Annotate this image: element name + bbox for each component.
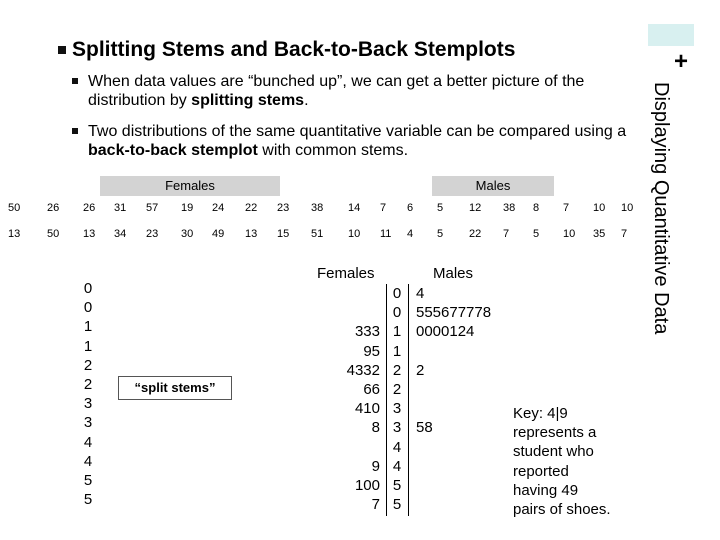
table-cell: 15 <box>277 228 290 240</box>
table-cell: 11 <box>380 228 392 240</box>
male-leaf: 555677778 <box>416 304 492 322</box>
right-divider <box>408 284 409 516</box>
stem: 0 <box>392 285 402 302</box>
split-stems-label: “split stems” <box>118 376 232 400</box>
split-stem: 4 <box>83 433 93 451</box>
table-cell: 50 <box>8 202 21 214</box>
bullet-2 <box>88 122 628 160</box>
table-cell: 23 <box>277 202 290 214</box>
table-cell: 31 <box>114 202 127 214</box>
males-label: Males <box>432 176 554 196</box>
table-cell: 30 <box>181 228 194 240</box>
table-cell: 35 <box>593 228 606 240</box>
data-row-2 <box>0 220 640 250</box>
table-cell: 23 <box>146 228 159 240</box>
table-cell: 12 <box>469 202 482 214</box>
bullet-square-icon <box>72 128 78 134</box>
table-cell: 13 <box>8 228 21 240</box>
female-leaf: 8 <box>371 419 380 437</box>
split-stem: 1 <box>83 318 93 336</box>
male-leaf: 0000124 <box>416 323 475 341</box>
table-cell: 8 <box>533 202 540 214</box>
table-cell: 4 <box>407 228 414 240</box>
bullet-1-text: When data values are “bunched up”, we can get a better picture of the distribution by <box>88 73 585 109</box>
female-leaf <box>320 303 380 322</box>
female-leaf: 9 <box>371 457 380 475</box>
stem: 1 <box>392 342 402 360</box>
stem: 3 <box>392 400 402 418</box>
male-leaf <box>416 380 536 399</box>
left-divider <box>386 284 387 516</box>
female-leaf: 410 <box>354 400 380 418</box>
split-stem: 2 <box>83 375 93 393</box>
table-cell: 7 <box>563 202 570 214</box>
female-leaf: 7 <box>371 496 380 514</box>
table-cell: 5 <box>437 228 444 240</box>
female-leaf <box>320 284 380 303</box>
stem: 4 <box>392 438 402 456</box>
table-cell: 14 <box>348 202 361 214</box>
table-cell: 7 <box>380 202 387 214</box>
table-cell: 38 <box>311 202 324 214</box>
table-cell: 13 <box>83 228 96 240</box>
stem: 2 <box>392 361 402 379</box>
key-line: Key: 4|9 <box>513 405 568 422</box>
stemplot-females-header: Females <box>317 265 375 282</box>
stemplot-key <box>513 404 628 519</box>
plus-mark: + <box>674 48 689 75</box>
table-cell: 34 <box>114 228 127 240</box>
bullet-1 <box>88 72 628 110</box>
male-leaf <box>416 342 536 361</box>
bullet-1-end: . <box>304 92 309 109</box>
male-leaf: 4 <box>416 285 425 302</box>
table-cell: 7 <box>621 228 628 240</box>
female-leaf: 333 <box>354 323 380 341</box>
corner-accent <box>648 24 694 46</box>
female-leaf: 100 <box>354 476 380 494</box>
table-cell: 5 <box>533 228 540 240</box>
slide-title: Splitting Stems and Back-to-Back Stemplots <box>72 38 516 61</box>
table-cell: 38 <box>503 202 516 214</box>
table-cell: 10 <box>348 228 361 240</box>
stemplot-stems-column <box>389 284 405 514</box>
split-stem: 1 <box>83 337 93 355</box>
table-cell: 6 <box>407 202 414 214</box>
table-cell: 5 <box>437 202 444 214</box>
split-stem: 2 <box>83 356 93 374</box>
key-line: represents a <box>513 424 597 442</box>
key-line: reported <box>513 462 569 480</box>
table-cell: 57 <box>146 202 159 214</box>
table-cell: 22 <box>245 202 258 214</box>
table-cell: 13 <box>245 228 258 240</box>
male-leaf: 2 <box>416 361 425 379</box>
split-stem: 0 <box>83 299 93 317</box>
key-line: pairs of shoes. <box>513 501 611 519</box>
table-cell: 51 <box>311 228 324 240</box>
stem: 0 <box>392 304 402 322</box>
side-title: Displaying Quantitative Data <box>650 82 672 335</box>
stem: 2 <box>392 380 402 398</box>
table-cell: 10 <box>621 202 634 214</box>
bullet-2-end: with common stems. <box>257 142 409 159</box>
table-cell: 7 <box>503 228 510 240</box>
table-cell: 26 <box>47 202 60 214</box>
stemplot-males-header: Males <box>433 265 474 282</box>
male-leaf: 58 <box>416 419 433 437</box>
split-stems-column <box>82 279 94 509</box>
title-bullet-icon <box>58 46 66 54</box>
bullet-2-bold: back-to-back stemplot <box>88 142 258 159</box>
stem: 1 <box>392 323 402 341</box>
split-stem: 5 <box>83 471 93 489</box>
female-leaf: 95 <box>363 342 380 360</box>
table-cell: 10 <box>593 202 606 214</box>
table-cell: 26 <box>83 202 96 214</box>
table-cell: 50 <box>47 228 60 240</box>
split-stem: 0 <box>83 280 93 297</box>
table-cell: 49 <box>212 228 225 240</box>
female-leaf: 4332 <box>346 361 380 379</box>
stem: 4 <box>392 457 402 475</box>
stem: 5 <box>392 476 402 494</box>
stem: 3 <box>392 419 402 437</box>
table-cell: 22 <box>469 228 482 240</box>
key-line: having 49 <box>513 481 579 499</box>
table-cell: 19 <box>181 202 194 214</box>
split-stem: 3 <box>83 395 93 413</box>
stem: 5 <box>392 496 402 514</box>
bullet-square-icon <box>72 78 78 84</box>
bullet-2-text: Two distributions of the same quantitative variable can be compared using a <box>88 123 627 140</box>
split-stem: 5 <box>83 491 93 509</box>
split-stem: 3 <box>83 414 93 432</box>
female-leaf <box>320 438 380 457</box>
table-cell: 24 <box>212 202 225 214</box>
female-leaf: 66 <box>363 380 380 398</box>
females-label: Females <box>100 176 280 196</box>
female-leaves-column <box>320 284 380 514</box>
split-stem: 4 <box>83 452 93 470</box>
key-line: student who <box>513 443 594 461</box>
bullet-1-bold: splitting stems <box>191 92 305 109</box>
table-cell: 10 <box>563 228 576 240</box>
